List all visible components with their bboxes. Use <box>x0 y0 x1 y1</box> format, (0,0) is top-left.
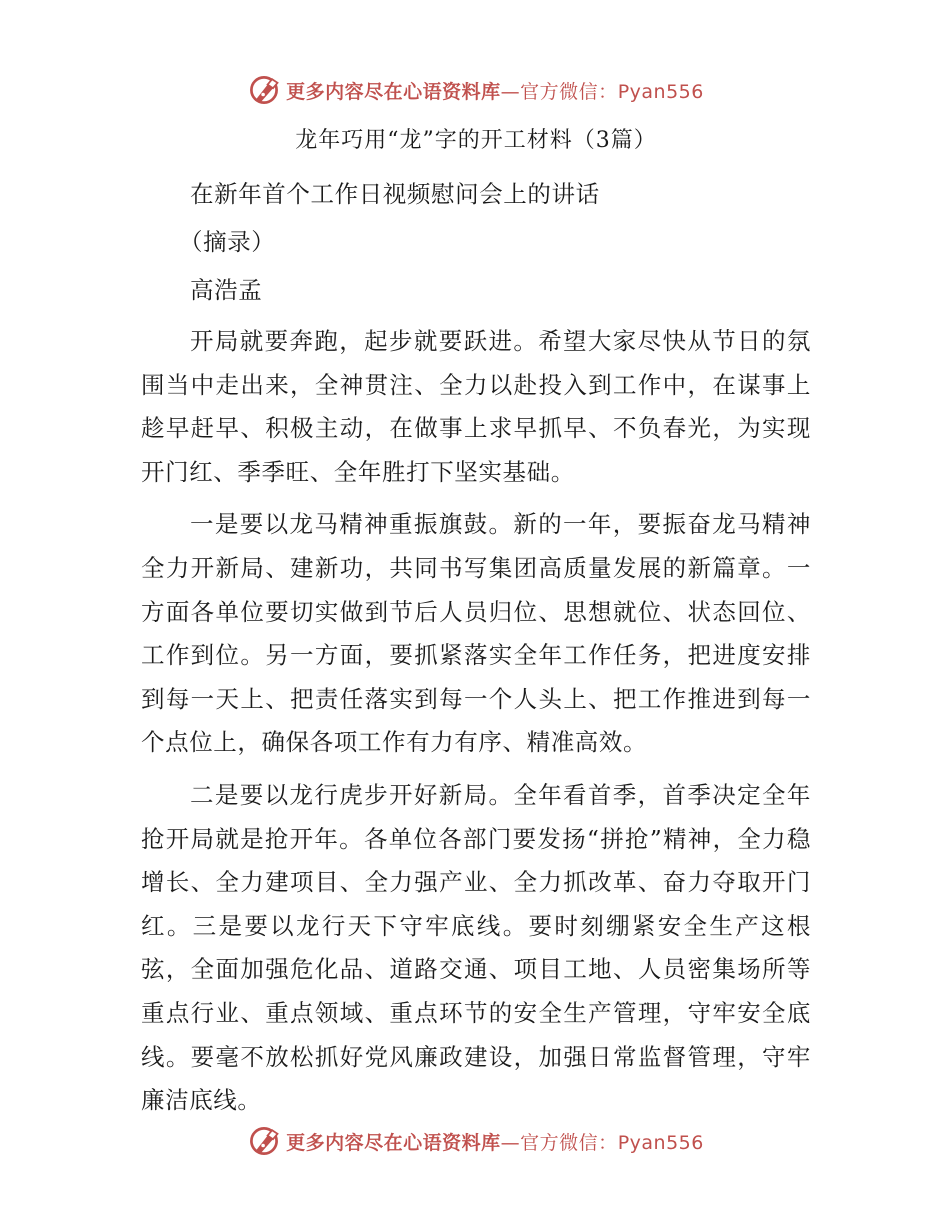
author-name: 高浩孟 <box>190 276 263 304</box>
watermark-text <box>286 1128 704 1155</box>
header-watermark <box>0 70 950 110</box>
watermark-wechat-label: 官方微信： <box>520 80 618 103</box>
watermark-text <box>286 77 704 104</box>
footer-watermark <box>0 1121 950 1161</box>
body-paragraph: 一是要以龙马精神重振旗鼓。新的一年，要振奋龙马精神全力开新局、建新功，共同书写集团高质量发展的新篇章。一方面各单位要切实做到节后人员归位、思想就位、状态回位、工作到位。另一方面，要抓紧落实全年工作任务，把进度安排到每一天上、把责任落实到每一个人头上、把工作推进到每一个点位上，确保各项工作有力有序、精准高效。 <box>141 510 811 757</box>
watermark-separator: — <box>500 1131 521 1154</box>
pen-nib-logo-icon <box>246 72 282 108</box>
watermark-site-name: 更多内容尽在心语资料库 <box>286 80 501 103</box>
document-title: 龙年巧用“龙”字的开工材料（3篇） <box>295 128 657 153</box>
pen-nib-logo-icon <box>246 1123 282 1159</box>
body-paragraph: 开局就要奔跑，起步就要跃进。希望大家尽快从节日的氛围当中走出来，全神贯注、全力以赴投入到工作中，在谋事上趁早赶早、积极主动，在做事上求早抓早、不负春光，为实现开门红、季季旺、全年胜打下坚实基础。 <box>141 327 811 486</box>
watermark-wechat-id: Pyan556 <box>617 1131 704 1154</box>
watermark-wechat-id: Pyan556 <box>617 80 704 103</box>
speech-title: 在新年首个工作日视频慰问会上的讲话 <box>190 180 600 208</box>
document-page <box>141 118 811 1132</box>
watermark-site-name: 更多内容尽在心语资料库 <box>286 1131 501 1154</box>
watermark-separator: — <box>500 80 521 103</box>
watermark-wechat-label: 官方微信： <box>520 1131 618 1154</box>
body-paragraph: 二是要以龙行虎步开好新局。全年看首季，首季决定全年抢开局就是抢开年。各单位各部门要发扬“拼抢”精神，全力稳增长、全力建项目、全力强产业、全力抓改革、奋力夺取开门红。三是要以龙行天下守牢底线。要时刻绷紧安全生产这根弦，全面加强危化品、道路交通、项目工地、人员密集场所等重点行业、重点领域、重点环节的安全生产管理，守牢安全底线。要毫不放松抓好党风廉政建设，加强日常监督管理，守牢廉洁底线。 <box>141 780 811 1115</box>
excerpt-note: （摘录） <box>179 228 276 256</box>
